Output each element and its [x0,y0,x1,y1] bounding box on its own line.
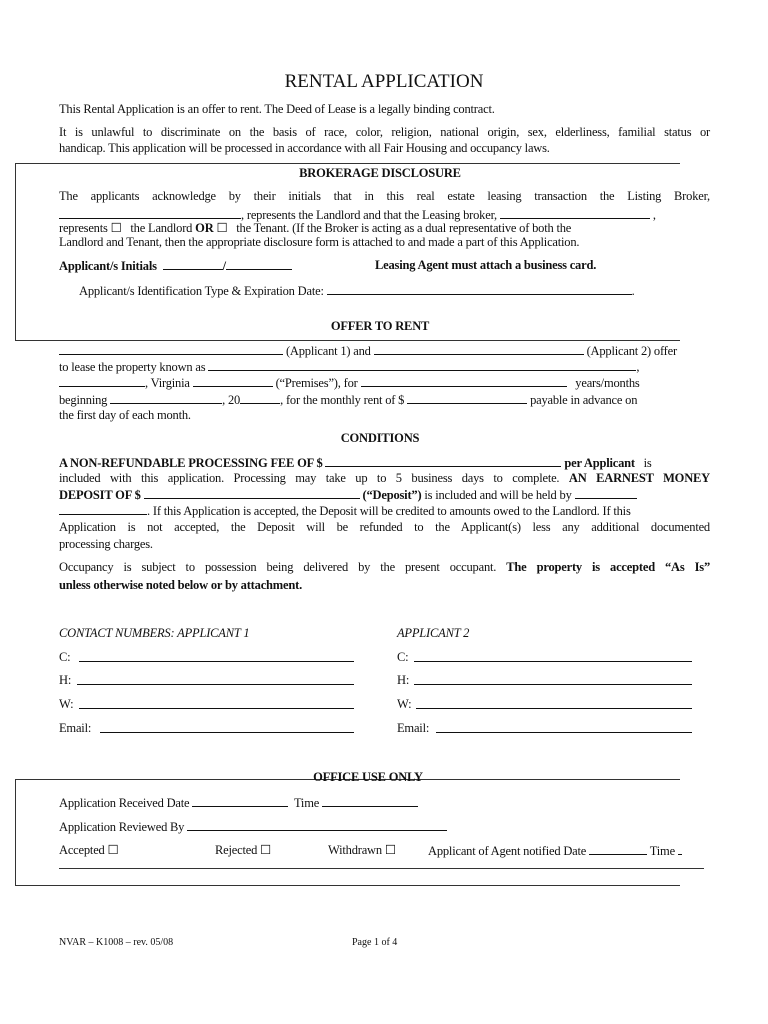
held-by-field[interactable] [575,487,637,499]
held-by-field-2[interactable] [59,503,147,515]
text: , [649,208,656,222]
occupancy-line-2: unless otherwise noted below or by attachment. [59,578,302,592]
initials-field-2[interactable] [226,258,292,270]
fee-field[interactable] [325,455,561,467]
offer-heading: OFFER TO RENT [330,319,430,333]
offer-line-1 [59,343,710,359]
field[interactable] [100,721,354,733]
start-date-field[interactable] [110,392,222,404]
id-field[interactable] [327,283,632,295]
label: C: [59,650,71,664]
notes-field[interactable] [59,868,704,869]
occupancy-line-1 [59,560,710,575]
text: is included and will be held by [424,488,572,502]
text: is [643,456,652,470]
text: OR [195,221,214,235]
conditions-line-3 [59,487,710,503]
field[interactable] [416,697,692,709]
property-field[interactable] [208,359,636,371]
fee-line [59,455,710,471]
text: , [636,360,640,374]
text: Application Reviewed By [59,820,185,834]
conditions-heading: CONDITIONS [340,431,420,445]
applicant-1-phone-c [59,650,354,665]
reviewed-row [59,819,710,835]
label: H: [59,673,72,687]
text: Applicant of Agent notified Date [428,844,587,858]
intro-line-2: It is unlawful to discriminate on the basis of race, color, religion, national origin, sex, elderliness, familial status or [59,125,710,139]
form-id: NVAR – K1008 – rev. 05/08 [59,937,174,948]
text: , 20 [222,393,241,407]
applicant-1-phone-w [59,697,354,712]
tenant-checkbox[interactable]: ☐ [216,221,228,235]
initials-field-1[interactable] [163,258,223,270]
field[interactable] [414,650,692,662]
conditions-line-4: . If this Application is accepted, the Deposit will be credited to amounts owed to the Landlord. If this [59,503,710,519]
id-row [79,283,730,299]
premises-field[interactable] [193,375,273,387]
text: DEPOSIT OF $ [59,488,141,502]
text: the Tenant. (If the Broker is acting as a dual representative of both the [236,221,572,235]
text: Occupancy is subject to possession being delivered by the present occupant. [59,560,497,574]
text: Application Received Date [59,796,190,810]
applicant-1-phone-h [59,673,354,688]
page-number: Page 1 of 4 [352,937,398,948]
offer-line-3 [59,375,710,391]
text: to lease the property known as [59,360,206,374]
applicant-2-phone-w [397,697,692,712]
rent-field[interactable] [407,392,527,404]
text: A NON-REFUNDABLE PROCESSING FEE OF $ [59,456,323,470]
text: If this Application is accepted, the Deposit will be credited to amounts owed to the Landlord. If this [152,504,631,518]
received-date-field[interactable] [192,795,288,807]
box-border [15,163,16,340]
divider [15,885,680,886]
deposit-field[interactable] [144,487,360,499]
applicant-2-phone-h [397,673,692,688]
landlord-checkbox[interactable]: ☐ [110,221,122,235]
text: per Applicant [564,456,635,470]
text: AN EARNEST MONEY [568,471,710,485]
field[interactable] [79,650,354,662]
text: , for the monthly rent of $ [280,393,405,407]
text: (Applicant 2) offer [586,344,677,358]
text: payable in advance on [530,393,638,407]
brokerage-heading: BROKERAGE DISCLOSURE [299,166,461,180]
text: included with this application. Processing may take up to 5 business days to complete. [59,471,560,485]
text: , represents the Landlord and that the Leasing broker, [241,208,497,222]
applicant-2-field[interactable] [374,343,584,355]
label: W: [397,697,412,711]
brokerage-line-4: Landlord and Tenant, then the appropriate disclosure form is attached to and made a part of this Application. [59,235,580,249]
text: (Applicant 1) and [285,344,371,358]
term-field[interactable] [361,375,567,387]
contacts-heading-2: APPLICANT 2 [397,626,470,640]
divider [15,163,680,164]
conditions-line-5: Application is not accepted, the Deposit will be refunded to the Applicant(s) less any additional documented [59,520,710,534]
offer-line-5: the first day of each month. [59,408,191,422]
notified-time-field[interactable] [678,843,682,855]
field[interactable] [77,673,354,685]
applicant-1-field[interactable] [59,343,283,355]
intro-line-3: handicap. This application will be processed in accordance with all Fair Housing and occupancy laws. [59,141,550,155]
field[interactable] [79,697,354,709]
received-time-field[interactable] [322,795,418,807]
text: Time [293,796,320,810]
label: H: [397,673,410,687]
reviewed-by-field[interactable] [187,819,447,831]
agent-note: Leasing Agent must attach a business card. [375,258,597,272]
listing-broker-field[interactable] [59,207,241,219]
text: The property is accepted “As Is” [506,560,710,574]
applicant-1-email [59,721,354,736]
text: beginning [59,393,108,407]
brokerage-line-1: The applicants acknowledge by their initials that in this real estate leasing transaction the Listing Broker, [59,189,710,203]
label: W: [59,697,74,711]
contacts-heading-1: CONTACT NUMBERS: APPLICANT 1 [59,626,250,640]
text: / [222,259,226,273]
applicant-2-phone-c [397,650,692,665]
text: (“Premises”), for [275,376,358,390]
text: Time [649,844,675,858]
conditions-line-2 [59,471,710,486]
text: Applicant/s Identification Type & Expiration Date: [79,284,324,298]
text: the Landlord [130,221,193,235]
text: Applicant/s Initials [59,259,157,273]
rejected-checkbox[interactable]: Rejected ☐ [215,843,272,857]
applicant-2-email [397,721,692,736]
leasing-broker-field[interactable] [500,207,650,219]
conditions-line-6: processing charges. [59,537,153,551]
brokerage-line-3 [59,221,710,236]
box-border [15,779,16,885]
text: represents [59,221,108,235]
notified-date-field[interactable] [589,843,647,855]
accepted-checkbox[interactable]: Accepted ☐ [59,843,119,857]
received-row [59,795,710,811]
office-heading: OFFICE USE ONLY [313,770,423,784]
label: Email: [397,721,430,735]
notified-row [428,843,758,859]
label: C: [397,650,409,664]
page-title: RENTAL APPLICATION [284,71,484,92]
year-field[interactable] [240,392,280,404]
offer-line-2 [59,359,710,375]
field[interactable] [436,721,692,733]
text: (“Deposit”) [362,488,422,502]
offer-line-4 [59,392,710,408]
text: . [631,284,635,298]
intro-line-1: This Rental Application is an offer to rent. The Deed of Lease is a legally binding contract. [59,102,495,116]
city-field[interactable] [59,375,145,387]
text: , Virginia [145,376,190,390]
divider [15,340,680,341]
label: Email: [59,721,92,735]
text: years/months [575,376,640,390]
withdrawn-checkbox[interactable]: Withdrawn ☐ [328,843,396,857]
field[interactable] [414,673,692,685]
